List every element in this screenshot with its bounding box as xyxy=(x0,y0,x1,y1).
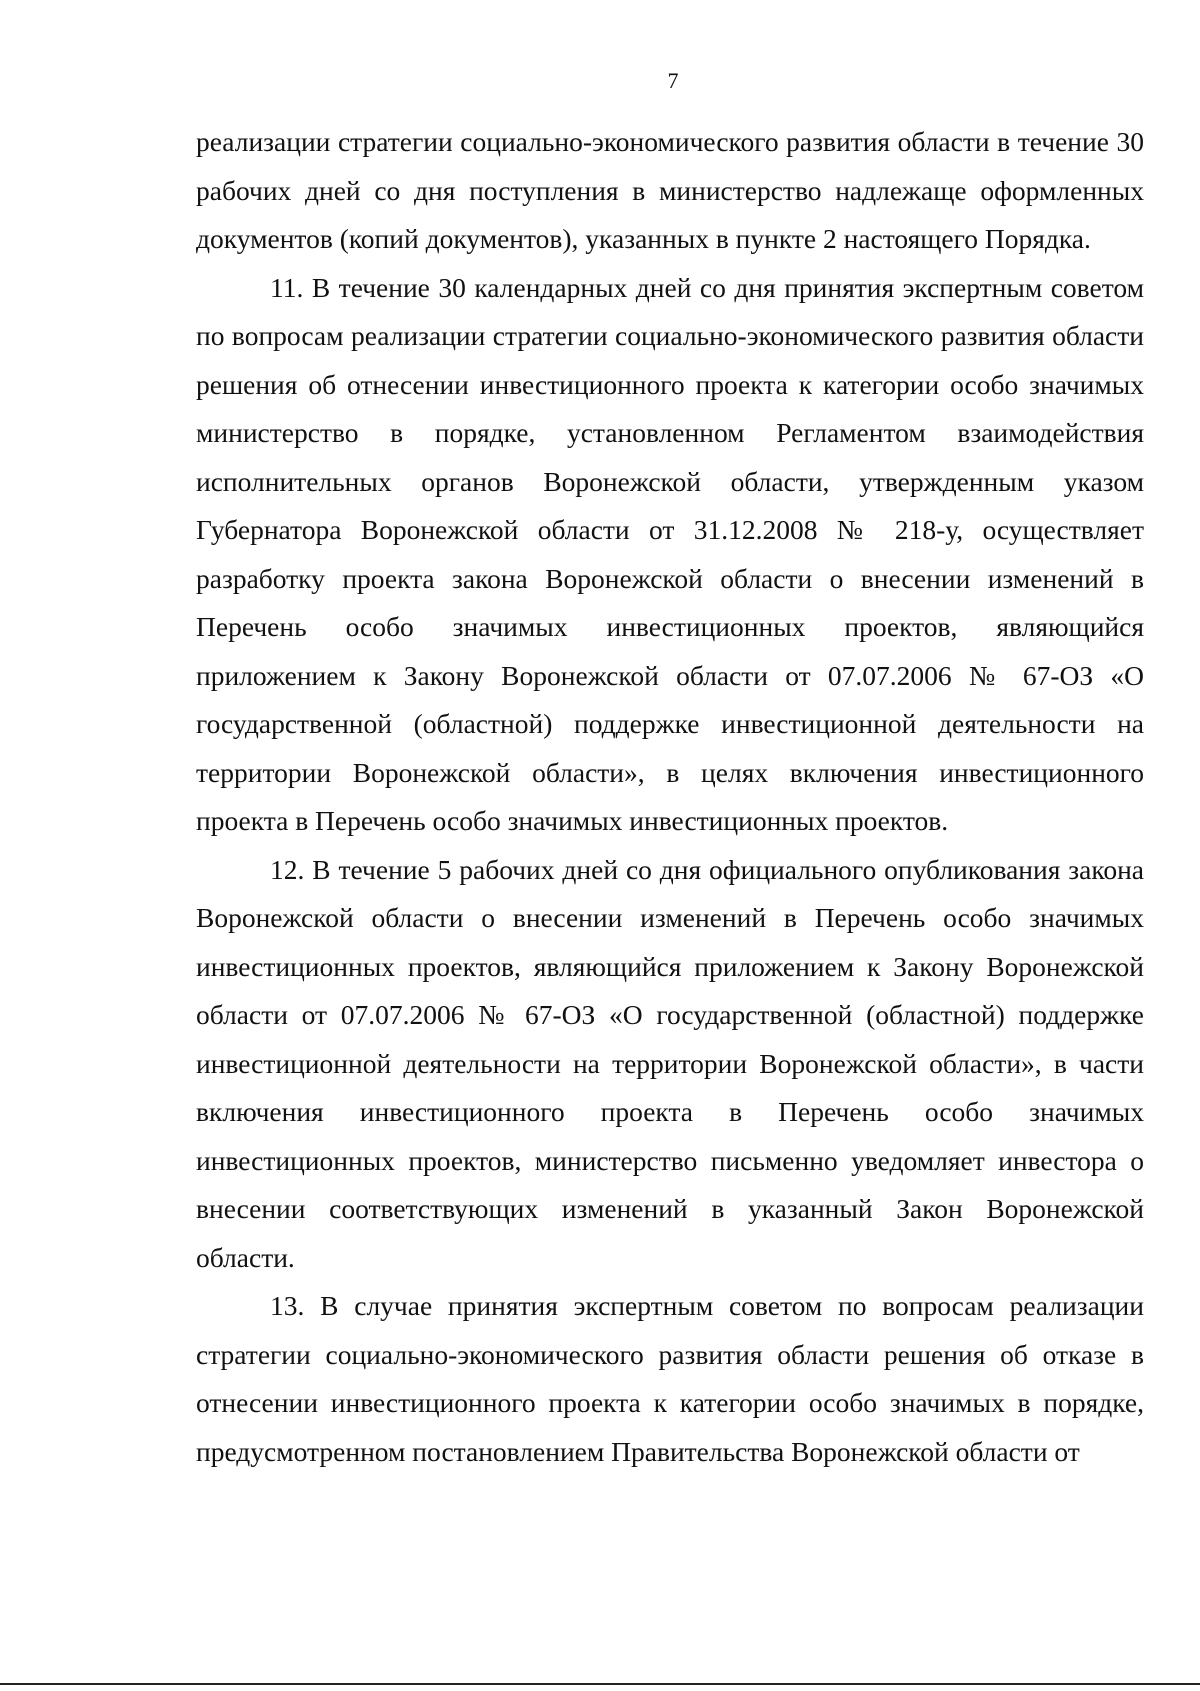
paragraph-continuation: реализации стратегии социально-экономического развития области в течение 30 рабочих дней со дня поступления в министерство надлежаще оформленных документов (копий документов), указанных в пункте 2 настоящего Порядка. xyxy=(196,126,1144,254)
paragraph-item-12: 12. В течение 5 рабочих дней со дня официального опубликования закона Воронежской области о внесении изменений в Перечень особо значимых инвестиционных проектов, являющийся приложением к Закону Воронежской области от 07.07.2006 № 67-ОЗ «О государственной (областной) поддержке инвестиционной деятельности на территории Воронежской области», в части включения инвестиционного проекта в Перечень особо значимых инвестиционных проектов, министерство письменно уведомляет инвестора о внесении соответствующих изменений в указанный Закон Воронежской области. xyxy=(196,853,1144,1273)
paragraph-item-11: 11. В течение 30 календарных дней со дня принятия экспертным советом по вопросам реализации стратегии социально-экономического развития области решения об отнесении инвестиционного проекта к категории особо значимых министерство в порядке, установленном Регламентом взаимодействия исполнительных органов Воронежской области, утвержденным указом Губернатора Воронежской области от 31.12.2008 № 218-у, осуществляет разработку проекта закона Воронежской области о внесении изменений в Перечень особо значимых инвестиционных проектов, являющийся приложением к Закону Воронежской области от 07.07.2006 № 67-ОЗ «О государственной (областной) поддержке инвестиционной деятельности на территории Воронежской области», в целях включения инвестиционного проекта в Перечень особо значимых инвестиционных проектов. xyxy=(196,271,1144,836)
page-bottom-rule xyxy=(0,1683,1200,1685)
paragraph-item-13: 13. В случае принятия экспертным советом по вопросам реализации стратегии социально-экономического развития области решения об отказе в отнесении инвестиционного проекта к категории особо значимых в порядке, предусмотренном постановлением Правительства Воронежской области от xyxy=(196,1290,1144,1467)
page-number: 7 xyxy=(667,68,679,93)
document-body xyxy=(196,118,1144,1476)
